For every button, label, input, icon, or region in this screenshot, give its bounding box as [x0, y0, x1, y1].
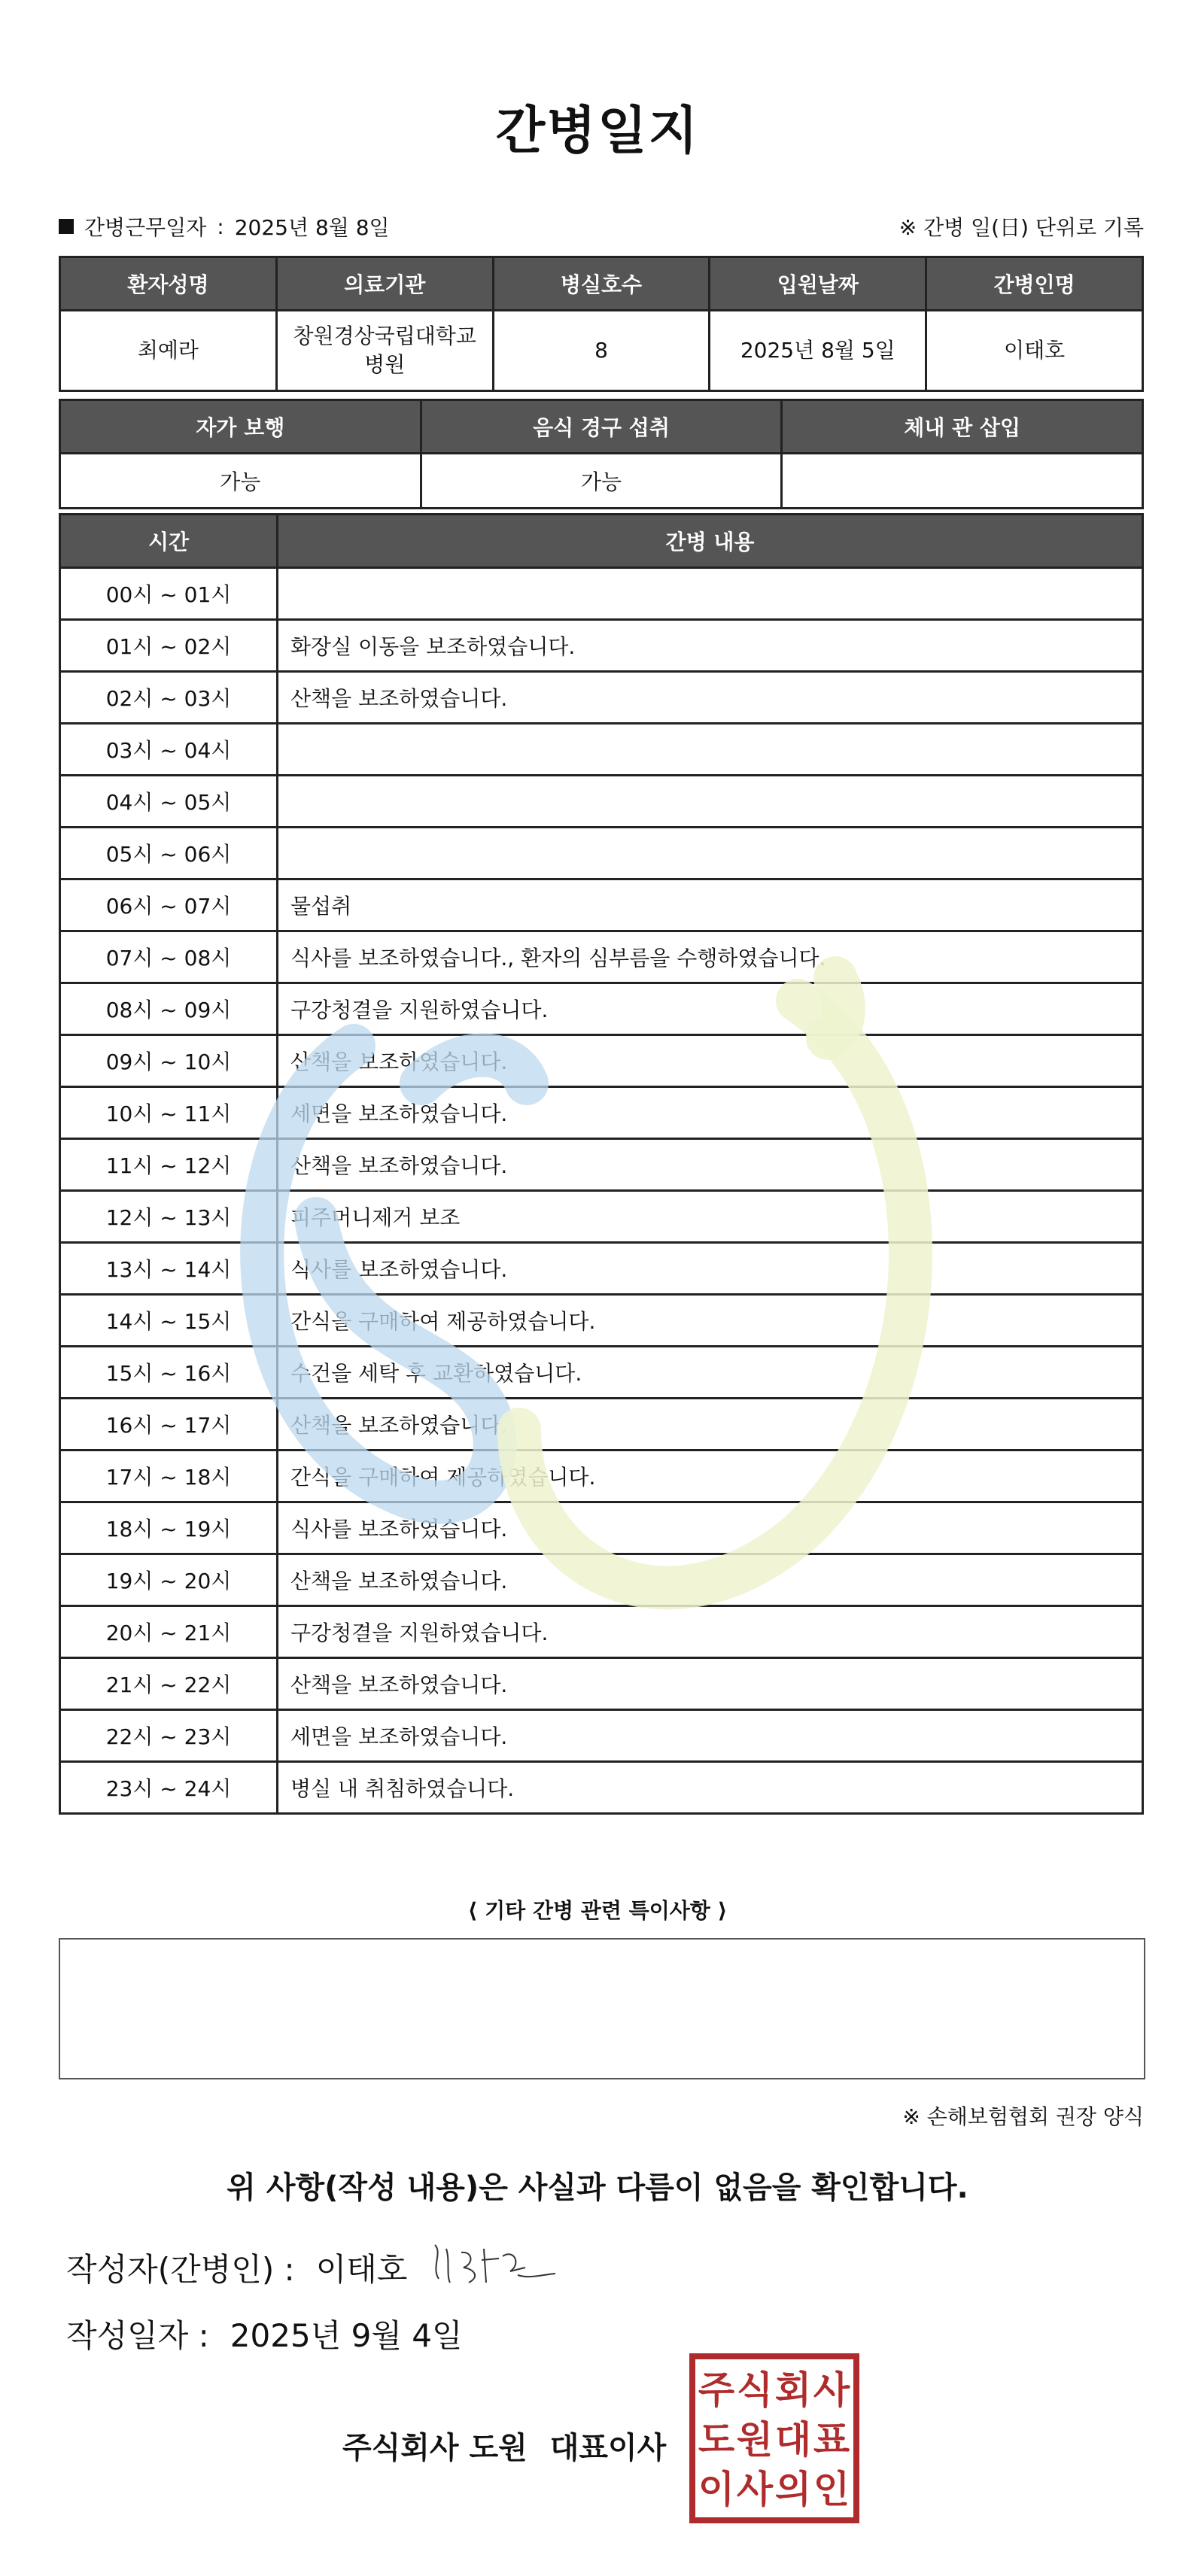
log-time: 05시 ~ 06시	[60, 828, 278, 879]
log-time: 00시 ~ 01시	[60, 568, 278, 620]
confirmation-statement: 위 사항(작성 내용)은 사실과 다름이 없음을 확인합니다.	[227, 2170, 968, 2205]
seal-glyph: 회	[774, 2368, 812, 2412]
seal-glyph: 이	[698, 2468, 735, 2511]
log-time: 11시 ~ 12시	[60, 1139, 278, 1191]
handwritten-signature	[427, 2237, 563, 2290]
log-time: 20시 ~ 21시	[60, 1606, 278, 1658]
walking-status: 가능	[60, 454, 421, 509]
log-content: 구강청결을 지원하였습니다.	[278, 983, 1143, 1035]
form-note: ※ 손해보험협회 권장 양식	[902, 2104, 1144, 2129]
log-content: 세면을 보조하였습니다.	[278, 1087, 1143, 1139]
log-content: 피주머니제거 보조	[278, 1191, 1143, 1243]
header-time: 시간	[60, 515, 278, 568]
log-content	[278, 776, 1143, 828]
log-row	[60, 1606, 1143, 1658]
log-row	[60, 1191, 1143, 1243]
header-oral-intake: 음식 경구 섭취	[421, 400, 782, 454]
log-content	[278, 724, 1143, 776]
seal-glyph: 의	[774, 2468, 812, 2511]
log-content: 화장실 이동을 보조하였습니다.	[278, 620, 1143, 672]
seal-glyph: 사	[736, 2468, 774, 2511]
log-row	[60, 620, 1143, 672]
log-time: 04시 ~ 05시	[60, 776, 278, 828]
log-time: 06시 ~ 07시	[60, 879, 278, 931]
log-content: 식사를 보조하였습니다.	[278, 1243, 1143, 1295]
institution-line1: 창원경상국립대학교	[293, 324, 476, 348]
header-content: 간병 내용	[278, 515, 1143, 568]
log-content: 물섭취	[278, 879, 1143, 931]
meta-row	[59, 209, 1144, 244]
log-time: 23시 ~ 24시	[60, 1762, 278, 1814]
institution-line2: 병원	[364, 352, 406, 377]
log-time: 10시 ~ 11시	[60, 1087, 278, 1139]
log-row	[60, 1139, 1143, 1191]
company-seal	[689, 2353, 859, 2523]
log-content	[278, 828, 1143, 879]
log-row	[60, 724, 1143, 776]
log-row	[60, 931, 1143, 983]
seal-glyph: 표	[813, 2418, 850, 2462]
log-time: 14시 ~ 15시	[60, 1295, 278, 1347]
log-content: 산책을 보조하였습니다.	[278, 1139, 1143, 1191]
log-time: 01시 ~ 02시	[60, 620, 278, 672]
log-time: 08시 ~ 09시	[60, 983, 278, 1035]
seal-glyph: 식	[736, 2368, 774, 2412]
unit-note: ※ 간병 일(日) 단위로 기록	[899, 215, 1144, 240]
log-content: 산책을 보조하였습니다.	[278, 1554, 1143, 1606]
log-row	[60, 1295, 1143, 1347]
work-date-sep: :	[217, 214, 224, 239]
log-time: 07시 ~ 08시	[60, 931, 278, 983]
page-title: 간병일지	[495, 102, 700, 161]
log-content: 병실 내 취침하였습니다.	[278, 1762, 1143, 1814]
log-row	[60, 1347, 1143, 1399]
admission-date: 2025년 8월 5일	[710, 311, 926, 391]
log-time: 17시 ~ 18시	[60, 1451, 278, 1502]
log-content: 구강청결을 지원하였습니다.	[278, 1606, 1143, 1658]
special-notes-title: ⟨ 기타 간병 관련 특이사항 ⟩	[467, 1898, 728, 1923]
care-log-table	[59, 513, 1144, 1815]
header-admission-date: 입원날짜	[710, 257, 926, 311]
log-content: 식사를 보조하였습니다., 환자의 심부름을 수행하였습니다.	[278, 931, 1143, 983]
log-time: 15시 ~ 16시	[60, 1347, 278, 1399]
log-time: 02시 ~ 03시	[60, 672, 278, 724]
log-time: 09시 ~ 10시	[60, 1035, 278, 1087]
tube-status	[782, 454, 1143, 509]
log-row	[60, 983, 1143, 1035]
log-row	[60, 568, 1143, 620]
log-time: 13시 ~ 14시	[60, 1243, 278, 1295]
log-time: 22시 ~ 23시	[60, 1710, 278, 1762]
written-date-line	[66, 2311, 463, 2356]
header-walking: 자가 보행	[60, 400, 421, 454]
log-row	[60, 1710, 1143, 1762]
log-row	[60, 828, 1143, 879]
log-content: 간식을 구매하여 제공하였습니다.	[278, 1451, 1143, 1502]
work-date-value: 2025년 8월 8일	[234, 215, 390, 240]
special-notes-box	[59, 1938, 1145, 2079]
seal-glyph: 원	[736, 2418, 774, 2462]
seal-glyph: 대	[774, 2418, 812, 2462]
writer-label: 작성자(간병인) :	[66, 2251, 295, 2288]
log-time: 21시 ~ 22시	[60, 1658, 278, 1710]
header-patient-name: 환자성명	[60, 257, 277, 311]
log-row	[60, 1035, 1143, 1087]
log-time: 12시 ~ 13시	[60, 1191, 278, 1243]
room-number: 8	[493, 311, 710, 391]
status-table	[59, 399, 1144, 509]
log-row	[60, 672, 1143, 724]
seal-glyph: 도	[698, 2418, 735, 2462]
header-tube: 체내 관 삽입	[782, 400, 1143, 454]
log-row	[60, 1762, 1143, 1814]
header-room: 병실호수	[493, 257, 710, 311]
written-date-label: 작성일자 :	[66, 2317, 209, 2354]
log-row	[60, 776, 1143, 828]
log-content: 산책을 보조하였습니다.	[278, 672, 1143, 724]
seal-glyph: 사	[813, 2368, 850, 2412]
log-row	[60, 1554, 1143, 1606]
log-content: 산책을 보조하였습니다.	[278, 1399, 1143, 1451]
caregiver-name: 이태호	[926, 311, 1143, 391]
company-role: 대표이사	[549, 2431, 667, 2465]
bullet-square-icon	[59, 219, 74, 234]
log-content: 수건을 세탁 후 교환하였습니다.	[278, 1347, 1143, 1399]
header-institution: 의료기관	[276, 257, 493, 311]
work-date-label: 간병근무일자	[84, 215, 207, 240]
log-row	[60, 1399, 1143, 1451]
log-row	[60, 1087, 1143, 1139]
writer-line	[66, 2245, 407, 2290]
institution	[276, 311, 493, 391]
seal-glyph: 주	[698, 2368, 735, 2412]
log-content: 산책을 보조하였습니다.	[278, 1658, 1143, 1710]
writer-name: 이태호	[315, 2251, 408, 2288]
company-name: 주식회사 도원	[342, 2431, 528, 2465]
log-content	[278, 568, 1143, 620]
written-date-value: 2025년 9월 4일	[230, 2317, 463, 2354]
oral-intake-status: 가능	[421, 454, 782, 509]
log-content: 산책을 보조하였습니다.	[278, 1035, 1143, 1087]
patient-name: 최예라	[60, 311, 277, 391]
log-row	[60, 1658, 1143, 1710]
log-row	[60, 879, 1143, 931]
company-signature	[342, 2424, 666, 2467]
log-time: 18시 ~ 19시	[60, 1502, 278, 1554]
log-row	[60, 1451, 1143, 1502]
patient-info-table	[59, 256, 1144, 392]
log-row	[60, 1502, 1143, 1554]
work-date	[59, 211, 390, 242]
log-time: 16시 ~ 17시	[60, 1399, 278, 1451]
log-time: 03시 ~ 04시	[60, 724, 278, 776]
header-caregiver: 간병인명	[926, 257, 1143, 311]
log-time: 19시 ~ 20시	[60, 1554, 278, 1606]
seal-glyph: 인	[813, 2468, 850, 2511]
log-content: 세면을 보조하였습니다.	[278, 1710, 1143, 1762]
log-row	[60, 1243, 1143, 1295]
log-content: 간식을 구매하여 제공하였습니다.	[278, 1295, 1143, 1347]
log-content: 식사를 보조하였습니다.	[278, 1502, 1143, 1554]
